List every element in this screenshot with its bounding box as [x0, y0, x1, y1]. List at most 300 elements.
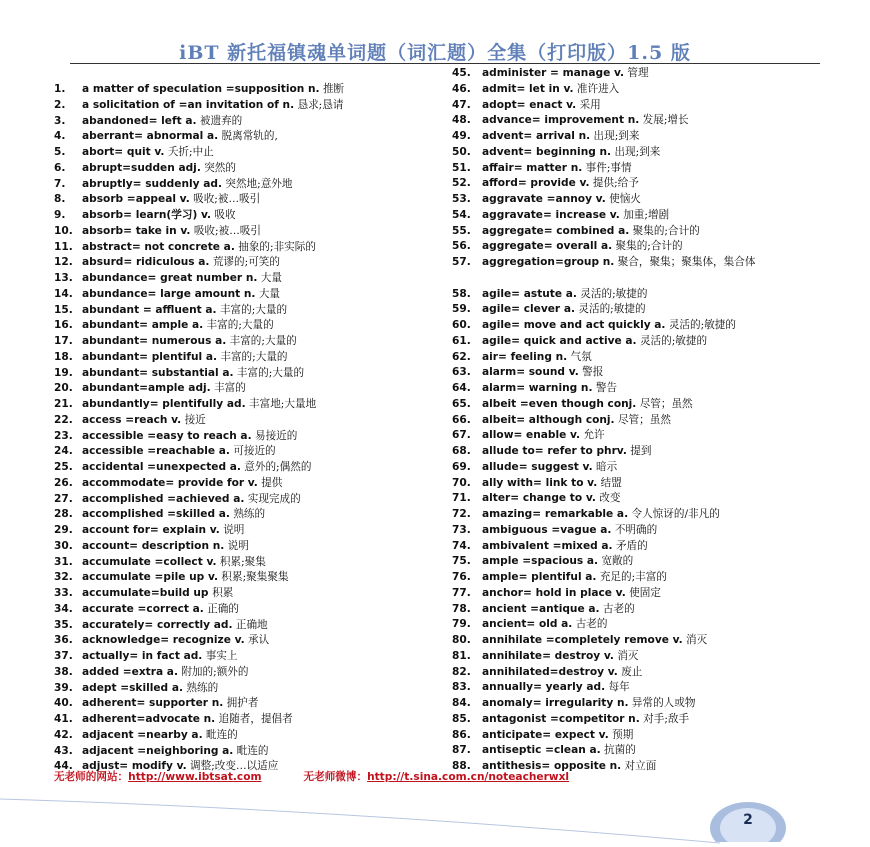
entry-chinese: 追随者，提倡者: [218, 713, 293, 725]
entry-number: 17.: [54, 335, 73, 347]
entry-text: [482, 192, 827, 208]
vocab-entry: [54, 665, 449, 681]
vocab-entry: [54, 712, 449, 728]
entry-text: [82, 492, 449, 508]
entry-number: 26.: [54, 476, 73, 489]
entry-number: 45.: [452, 67, 471, 79]
entry-text: [82, 177, 449, 193]
vocab-entry: [54, 570, 449, 586]
entry-text: [82, 129, 449, 145]
vocab-entry: [452, 192, 827, 208]
entry-text: [82, 318, 449, 334]
entry-english: alarm= sound v.: [482, 366, 579, 379]
entry-number: 48.: [452, 114, 471, 127]
entry-text: [482, 680, 827, 696]
entry-number: 47.: [452, 98, 471, 111]
vocab-entry: [54, 444, 449, 460]
entry-chinese: 说明: [223, 524, 245, 536]
vocab-entry: [452, 98, 827, 114]
entry-text: [482, 208, 827, 224]
entry-english: ambivalent =mixed a.: [482, 539, 613, 552]
entry-number: 80.: [452, 634, 471, 646]
entry-chinese: 吸收;被…吸引: [193, 224, 261, 237]
entry-number: 15.: [54, 303, 73, 316]
vocab-column-right: [452, 66, 827, 775]
entry-english: ambiguous =vague a.: [482, 523, 612, 536]
vocab-entry: [452, 680, 827, 696]
entry-text: [82, 397, 449, 413]
entry-text: [82, 287, 449, 303]
entry-number: 49.: [452, 130, 471, 142]
entry-english: ancient =antique a.: [482, 602, 600, 615]
entry-chinese: 不明确的: [614, 523, 658, 536]
entry-english: ancient= old a.: [482, 618, 573, 631]
entry-text: [82, 555, 449, 571]
entry-chinese: 承认: [248, 634, 270, 647]
page-number: 2: [743, 812, 753, 828]
entry-text: [82, 161, 449, 177]
entry-english: accomplished =skilled a.: [82, 508, 230, 521]
entry-english: amazing= remarkable a.: [482, 508, 629, 520]
entry-number: 20.: [54, 382, 73, 395]
entry-chinese: 可接近的: [233, 445, 276, 458]
vocab-entry: [54, 681, 449, 697]
entry-english: abundance= great number n.: [82, 272, 258, 284]
vocab-entry: [452, 208, 827, 224]
entry-text: [482, 649, 827, 665]
entry-number: 70.: [452, 476, 471, 489]
entry-english: affair= matter n.: [482, 161, 583, 174]
entry-text: [482, 224, 827, 240]
vocab-entry: [452, 712, 827, 728]
entry-text: [82, 460, 449, 476]
entry-text: [482, 176, 827, 192]
vocab-entry: [54, 129, 449, 145]
entry-number: 40.: [54, 697, 73, 710]
entry-number: 78.: [452, 602, 471, 615]
entry-text: [82, 429, 449, 445]
entry-text: [482, 539, 827, 555]
entry-chinese: 积累;聚集: [219, 555, 266, 568]
entry-text: [82, 255, 449, 271]
vocab-entry: [452, 302, 827, 318]
entry-number: 71.: [452, 492, 471, 505]
entry-text: [82, 303, 449, 319]
entry-english: absorb =appeal v.: [82, 193, 190, 206]
entry-chinese: 丰富地;大量地: [249, 398, 317, 410]
entry-chinese: 古老的: [575, 618, 608, 631]
entry-chinese: 预期: [612, 728, 634, 741]
entry-number: 53.: [452, 193, 471, 205]
entry-text: [482, 350, 827, 366]
entry-text: [482, 712, 827, 728]
entry-english: added =extra a.: [82, 665, 178, 678]
entry-english: adjacent =nearby a.: [82, 728, 203, 741]
entry-english: abundance= large amount n.: [82, 287, 256, 300]
entry-chinese: 对手;敌手: [643, 712, 690, 725]
entry-text: [82, 444, 449, 460]
entry-number: 68.: [452, 445, 471, 457]
entry-text: [482, 428, 827, 444]
entry-chinese: 易接近的: [254, 429, 298, 442]
vocab-entry: [452, 554, 827, 570]
entry-text: [82, 696, 449, 712]
entry-text: [82, 649, 449, 665]
entry-text: [82, 618, 449, 634]
vocab-entry: [54, 397, 449, 413]
entry-chinese: 消灭: [617, 649, 639, 662]
entry-number: 4.: [54, 130, 66, 143]
entry-number: 65.: [452, 397, 471, 410]
vocab-entry: [54, 618, 449, 634]
entry-chinese: 说明: [227, 539, 249, 552]
entry-text: [82, 728, 449, 744]
weibo-label: 无老师微博：: [303, 771, 368, 783]
vocab-entry: [54, 224, 449, 240]
entry-english: allude to= refer to phrv.: [482, 445, 627, 457]
entry-english: account for= explain v.: [82, 524, 220, 536]
entry-english: accumulate=build up: [82, 587, 213, 599]
entry-chinese: 消灭: [686, 634, 708, 646]
entry-number: 6.: [54, 161, 66, 174]
vocab-entry: [452, 428, 827, 444]
vocab-entry: [54, 255, 449, 271]
entry-number: 43.: [54, 744, 73, 757]
entry-number: 16.: [54, 319, 73, 332]
entry-english: abort= quit v.: [82, 146, 165, 158]
entry-number: 36.: [54, 634, 73, 647]
entry-english: advent= arrival n.: [482, 130, 591, 142]
entry-english: ample= plentiful a.: [482, 571, 597, 583]
entry-number: 57.: [452, 256, 471, 268]
entry-text: [482, 318, 827, 334]
entry-number: 12.: [54, 256, 73, 269]
entry-text: [482, 570, 827, 586]
entry-chinese: 被遗弃的: [199, 114, 243, 127]
entry-chinese: 聚合，聚集；聚集体，集合体: [617, 256, 756, 268]
entry-number: 22.: [54, 413, 73, 426]
entry-chinese: 暗示: [595, 460, 618, 473]
entry-english: allow= enable v.: [482, 429, 581, 442]
entry-english: aberrant= abnormal a.: [82, 130, 219, 143]
entry-english: abundant=ample adj.: [82, 382, 211, 395]
entry-chinese: 正确的: [207, 602, 239, 615]
entry-english: abandoned= left a.: [82, 114, 197, 127]
entry-text: [82, 681, 449, 697]
entry-text: [82, 350, 449, 366]
vocab-entry: [452, 649, 827, 665]
entry-english: air= feeling n.: [482, 350, 568, 363]
entry-english: anticipate= expect v.: [482, 728, 609, 741]
entry-number: 58.: [452, 287, 471, 300]
entry-english: accessible =easy to reach a.: [82, 429, 252, 442]
entry-chinese: 事件;事情: [585, 161, 632, 174]
vocab-entry: [452, 224, 827, 240]
entry-text: [82, 586, 449, 602]
vocab-entry: [54, 555, 449, 571]
entry-chinese: 尽管；虽然: [617, 413, 671, 426]
entry-text: [82, 114, 449, 130]
vocab-entry: [452, 617, 827, 633]
entry-text: [82, 523, 449, 539]
entry-number: 84.: [452, 697, 471, 709]
entry-chinese: 毗连的: [205, 728, 238, 741]
entry-number: 63.: [452, 366, 471, 379]
entry-chinese: 加重;增剧: [623, 208, 670, 221]
entry-text: [482, 413, 827, 429]
entry-chinese: 抽象的;非实际的: [238, 240, 316, 253]
entry-number: 82.: [452, 665, 471, 678]
entry-text: [82, 413, 449, 429]
entry-english: accomplished =achieved a.: [82, 492, 245, 505]
entry-number: 29.: [54, 524, 73, 536]
vocab-entry: [54, 98, 449, 114]
entry-chinese: 大量: [258, 287, 281, 300]
entry-text: [82, 570, 449, 586]
vocab-entry: [452, 287, 827, 303]
entry-number: 87.: [452, 744, 471, 757]
vocab-entry: [452, 743, 827, 759]
entry-text: [82, 507, 449, 523]
entry-text: [482, 302, 827, 318]
entry-chinese: 每年: [608, 681, 630, 694]
entry-chinese: 突然地;意外地: [225, 177, 293, 190]
entry-chinese: 发展;增长: [642, 114, 689, 127]
entry-english: absorb= learn(学习) v.: [82, 209, 212, 221]
entry-english: abundant = affluent a.: [82, 303, 217, 316]
entry-number: 11.: [54, 240, 73, 253]
entry-number: 75.: [452, 555, 471, 568]
entry-text: [82, 665, 449, 681]
vocab-entry: [54, 492, 449, 508]
entry-chinese: 积累: [212, 587, 234, 599]
entry-number: 61.: [452, 334, 471, 347]
entry-chinese: 聚集的;合计的: [615, 240, 683, 253]
entry-text: [482, 287, 827, 303]
entry-english: aggravate =annoy v.: [482, 193, 606, 205]
entry-english: a matter of speculation =supposition n.: [82, 83, 320, 95]
vocab-entry: [452, 176, 827, 192]
vocab-entry: [54, 177, 449, 193]
entry-number: 69.: [452, 460, 471, 473]
entry-english: afford= provide v.: [482, 177, 590, 190]
entry-number: 85.: [452, 712, 471, 725]
vocab-entry: [54, 145, 449, 161]
entry-english: access =reach v.: [82, 413, 182, 426]
entry-chinese: 采用: [579, 98, 601, 111]
entry-chinese: 大量: [260, 272, 282, 284]
entry-english: agile= astute a.: [482, 287, 577, 300]
entry-english: adjacent =neighboring a.: [82, 744, 234, 757]
entry-chinese: 提到: [630, 445, 652, 457]
entry-text: [82, 240, 449, 256]
vocab-entry: [54, 161, 449, 177]
entry-number: 38.: [54, 665, 73, 678]
entry-english: abstract= not concrete a.: [82, 240, 235, 253]
vocab-entry: [452, 570, 827, 586]
entry-english: allude= suggest v.: [482, 460, 593, 473]
entry-english: accumulate =collect v.: [82, 555, 217, 568]
vocab-entry: [54, 539, 449, 555]
entry-text: [482, 460, 827, 476]
entry-english: alter= change to v.: [482, 492, 596, 505]
entry-text: [82, 82, 449, 98]
entry-chinese: 丰富的;大量的: [229, 335, 297, 347]
entry-text: [82, 633, 449, 649]
vocab-entry: [452, 145, 827, 161]
entry-number: 23.: [54, 429, 73, 442]
entry-number: 59.: [452, 303, 471, 316]
vocab-entry: [54, 240, 449, 256]
entry-english: alarm= warning n.: [482, 382, 593, 394]
entry-english: accumulate =pile up v.: [82, 571, 219, 584]
entry-number: 28.: [54, 508, 73, 521]
entry-english: antagonist =competitor n.: [482, 712, 640, 725]
entry-text: [482, 444, 827, 460]
entry-chinese: 恳求;恳请: [297, 98, 344, 111]
entry-chinese: 脱离常轨的,: [221, 130, 278, 143]
entry-number: 18.: [54, 350, 73, 363]
vocab-entry: [452, 602, 827, 618]
entry-text: [82, 476, 449, 492]
entry-english: annihilate =completely remove v.: [482, 634, 683, 646]
entry-chinese: 异常的人或物: [631, 697, 696, 709]
entry-number: 55.: [452, 224, 471, 237]
website-link[interactable]: http://www.ibtsat.com: [128, 771, 262, 783]
entry-english: accurately= correctly ad.: [82, 618, 233, 631]
vocab-entry: [452, 476, 827, 492]
entry-number: 19.: [54, 366, 73, 379]
entry-text: [482, 161, 827, 177]
vocab-entry: [452, 66, 827, 82]
vocab-entry: [452, 665, 827, 681]
vocab-entry: [54, 586, 449, 602]
entry-english: agile= clever a.: [482, 303, 576, 316]
vocab-entry: [54, 602, 449, 618]
entry-text: [482, 66, 827, 82]
vocab-entry: [452, 161, 827, 177]
entry-text: [482, 491, 827, 507]
entry-chinese: 灵活的;敏捷的: [578, 303, 646, 316]
vocab-entry: [54, 523, 449, 539]
vocab-entry: [452, 381, 827, 397]
vocab-entry: [54, 208, 449, 224]
vocab-entry: [452, 728, 827, 744]
entry-english: anomaly= irregularity n.: [482, 697, 629, 709]
entry-text: [82, 366, 449, 382]
entry-number: 72.: [452, 508, 471, 520]
entry-number: 24.: [54, 445, 73, 458]
entry-chinese: 吸收;被…吸引: [193, 193, 261, 206]
entry-chinese: 突然的: [204, 161, 236, 174]
vocab-entry: [452, 491, 827, 507]
entry-chinese: 改变: [599, 492, 621, 505]
entry-number: 27.: [54, 492, 73, 505]
vocab-entry: [452, 586, 827, 602]
entry-text: [482, 476, 827, 492]
vocab-entry: [452, 696, 827, 712]
entry-english: antithesis= opposite n.: [482, 760, 622, 772]
entry-number: 66.: [452, 413, 471, 426]
vocab-entry: [54, 476, 449, 492]
entry-english: ally with= link to v.: [482, 476, 598, 489]
vocab-entry: [452, 523, 827, 539]
entry-text: [82, 271, 449, 287]
entry-chinese: 对立面: [624, 760, 657, 772]
entry-chinese: 吸收: [214, 209, 236, 221]
entry-number: 74.: [452, 539, 471, 552]
vocab-entry: [452, 444, 827, 460]
entry-number: 7.: [54, 177, 66, 190]
vocab-entry: [54, 303, 449, 319]
entry-text: [82, 145, 449, 161]
entry-chinese: 警报: [582, 366, 604, 379]
entry-english: annually= yearly ad.: [482, 681, 606, 694]
entry-chinese: 出现;到来: [614, 145, 661, 158]
vocab-entry: [452, 255, 827, 287]
vocab-entry: [54, 649, 449, 665]
vocab-column-left: [54, 82, 449, 775]
entry-english: aggregation=group n.: [482, 256, 615, 268]
entry-text: [482, 365, 827, 381]
entry-text: [482, 113, 827, 129]
entry-english: accessible =reachable a.: [82, 445, 230, 458]
entry-number: 76.: [452, 571, 471, 583]
entry-text: [482, 145, 827, 161]
entry-chinese: 丰富的;大量的: [219, 303, 288, 316]
entry-chinese: 熟练的: [186, 681, 219, 694]
entry-chinese: 意外的;偶然的: [244, 461, 312, 473]
entry-text: [82, 602, 449, 618]
entry-chinese: 毗连的: [236, 744, 269, 757]
weibo-link[interactable]: http://t.sina.com.cn/noteacherwxl: [367, 771, 570, 783]
entry-text: [82, 224, 449, 240]
entry-number: 56.: [452, 240, 471, 253]
vocab-entry: [54, 633, 449, 649]
entry-number: 34.: [54, 602, 73, 615]
entry-text: [482, 98, 827, 114]
entry-english: anchor= hold in place v.: [482, 586, 626, 599]
entry-number: 30.: [54, 539, 73, 552]
vocab-entry: [54, 192, 449, 208]
entry-number: 44.: [54, 760, 73, 773]
entry-chinese: 提供: [261, 476, 283, 489]
entry-chinese: 允许: [583, 429, 605, 442]
entry-number: 13.: [54, 272, 73, 284]
entry-number: 42.: [54, 728, 73, 741]
entry-chinese: 拥护者: [226, 697, 259, 710]
website-label: 无老师的网站：: [54, 771, 129, 783]
vocab-entry: [452, 397, 827, 413]
vocab-entry: [54, 507, 449, 523]
entry-number: 77.: [452, 586, 471, 599]
entry-english: abundant= substantial a.: [82, 366, 234, 379]
entry-english: agile= move and act quickly a.: [482, 319, 666, 331]
vocab-entry: [54, 366, 449, 382]
vocab-entry: [54, 413, 449, 429]
entry-chinese: 接近: [184, 413, 206, 426]
entry-number: 21.: [54, 398, 73, 410]
entry-english: annihilate= destroy v.: [482, 649, 614, 662]
entry-number: 8.: [54, 193, 66, 206]
vocab-entry: [54, 744, 449, 760]
entry-chinese: 丰富的;大量的: [206, 319, 274, 332]
entry-number: 81.: [452, 649, 471, 662]
vocab-entry: [452, 239, 827, 255]
entry-chinese: 古老的: [602, 602, 635, 615]
entry-chinese: 尽管；虽然: [639, 397, 693, 410]
entry-number: 41.: [54, 713, 73, 725]
